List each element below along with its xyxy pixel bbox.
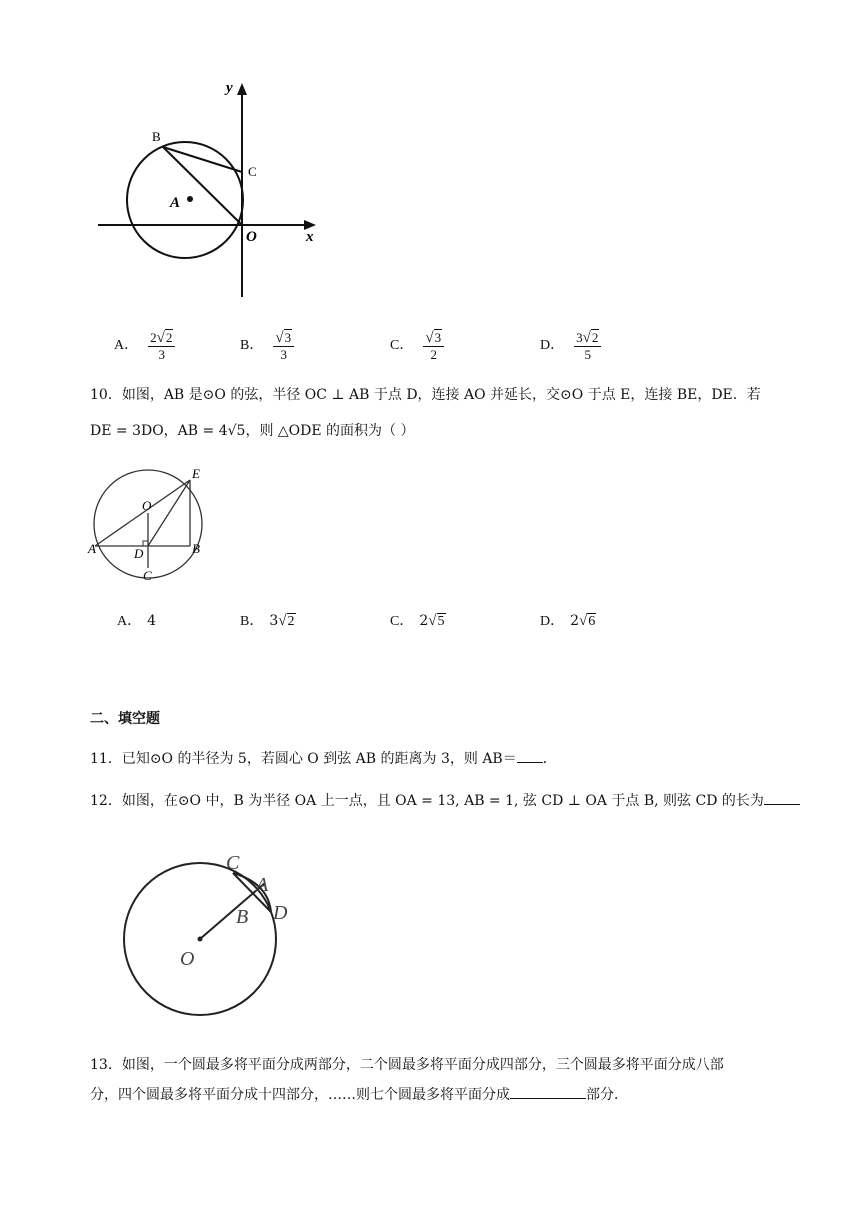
figure-q12 [118, 845, 318, 1020]
q12-answer-blank[interactable] [764, 790, 800, 805]
label-A: A [170, 195, 181, 211]
q13-text-line2: 分，四个圆最多将平面分成十四部分，……则七个圆最多将平面分成 部分． [90, 1084, 628, 1106]
q10-text-line1: 10．如图，AB 是⊙O 的弦，半径 OC ⊥ AB 于点 D，连接 AO 并延长，交⊙O 于点 E，连接 BE，DE．若 [90, 387, 761, 403]
label-D: D [134, 546, 144, 561]
q9-option-d: D． $\frac{3√2}{5}$ [540, 326, 601, 366]
q10-option-b: B． 3√2 [240, 613, 295, 629]
figure-q9 [90, 75, 330, 300]
label-A: A [256, 874, 269, 896]
label-C: C [143, 568, 152, 583]
q10-option-c: C． 2√5 [390, 613, 445, 629]
label-C: C [226, 852, 240, 874]
label-D: D [273, 902, 288, 924]
q10-option-d: D． 2√6 [540, 613, 596, 629]
label-x: x [306, 229, 314, 245]
label-E: E [192, 466, 200, 481]
q11-text: 11．已知⊙O 的半径为 5，若圆心 O 到弦 AB 的距离为 3，则 AB＝ ． [90, 748, 557, 770]
label-B: B [152, 129, 161, 144]
label-B: B [192, 541, 200, 556]
q12-text: 12．如图，在⊙O 中，B 为半径 OA 上一点，且 OA = 13, AB = 1, 弦 CD ⊥ OA 于点 B, 则弦 CD 的长为 [90, 790, 800, 812]
section-heading-fill-blank: 二、填空题 [90, 711, 160, 727]
q13-answer-blank[interactable] [510, 1084, 586, 1099]
q11-answer-blank[interactable] [517, 748, 543, 763]
label-A: A [88, 541, 96, 556]
figure-q10 [86, 462, 216, 587]
label-O: O [142, 498, 152, 513]
q9-option-a: A． $\frac{2√2}{3}$ [114, 326, 175, 366]
label-B: B [236, 906, 249, 928]
label-O: O [246, 229, 257, 245]
label-y: y [226, 80, 233, 96]
q9-option-b: B． $\frac{√3}{3}$ [240, 326, 294, 366]
label-O: O [180, 948, 195, 970]
q13-text-line1: 13．如图，一个圆最多将平面分成两部分，二个圆最多将平面分成四部分，三个圆最多将平面分成八部 [90, 1057, 724, 1073]
q10-option-a: A． 4 [117, 613, 157, 629]
q10-text-line2: DE = 3DO，AB = 4√5，则 △ODE 的面积为（ ） [90, 423, 415, 439]
q9-option-c: C． $\frac{√3}{2}$ [390, 326, 444, 366]
label-C: C [248, 164, 257, 179]
